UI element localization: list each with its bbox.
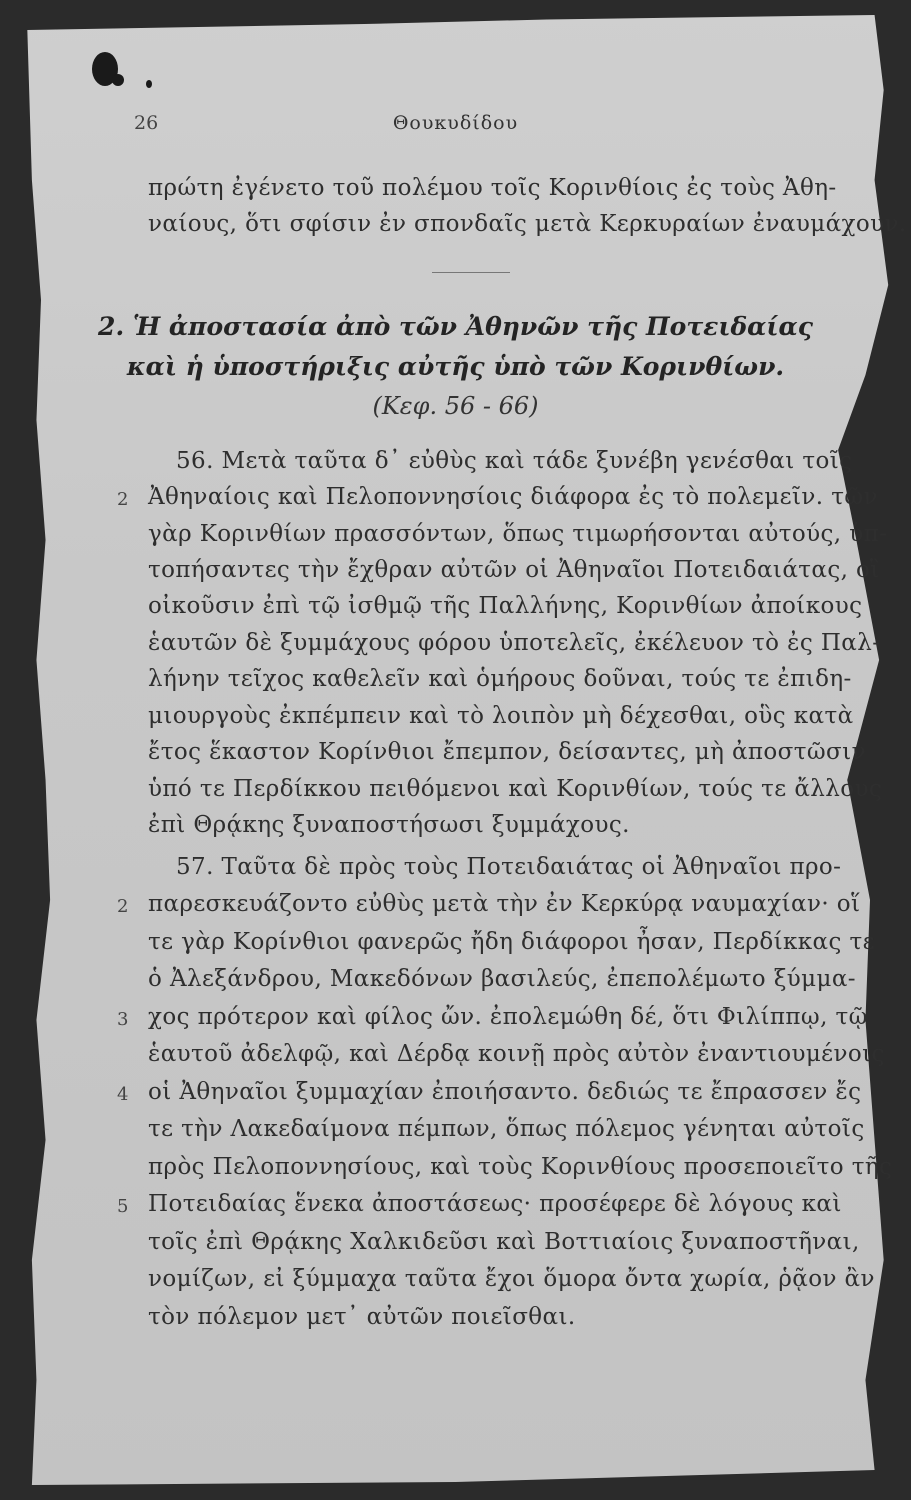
body-line: παρεσκευάζοντο εὐθὺς μετὰ τὴν ἐν Κερκύρᾳ ναυμαχίαν· οἵ <box>148 891 861 917</box>
body-line: οἱ Ἀθηναῖοι ξυμμαχίαν ἐποιήσαντο. δεδιώς τε ἔπρασσεν ἔς <box>148 1079 862 1105</box>
body-line: 57. Ταῦτα δὲ πρὸς τοὺς Ποτειδαιάτας οἱ Ἀθηναῖοι προ- <box>176 854 842 880</box>
body-line: Ἀθηναίοις καὶ Πελοποννησίοις διάφορα ἐς τὸ πολεμεῖν. τῶν <box>148 484 878 510</box>
body-line: ἑαυτῶν δὲ ξυμμάχους φόρου ὑποτελεῖς, ἐκέλευον τὸ ἐς Παλ- <box>148 630 881 656</box>
margin-number: 4 <box>117 1084 129 1105</box>
body-line: οἰκοῦσιν ἐπὶ τῷ ἰσθμῷ τῆς Παλλήνης, Κορινθίων ἀποίκους <box>148 593 863 619</box>
ink-stain <box>146 80 152 88</box>
body-line: ἔτος ἕκαστον Κορίνθιοι ἔπεμπον, δείσαντες, μὴ ἀποστῶσιν <box>148 739 866 765</box>
body-line: τοπήσαντες τὴν ἔχθραν αὐτῶν οἱ Ἀθηναῖοι Ποτειδαιάτας, οἳ <box>148 557 880 583</box>
body-line: λήνην τεῖχος καθελεῖν καὶ ὁμήρους δοῦναι, τούς τε ἐπιδη- <box>148 666 852 692</box>
body-line: ἐπὶ Θρᾴκης ξυναποστήσωσι ξυμμάχους. <box>148 812 630 838</box>
body-line: ὁ Ἀλεξάνδρου, Μακεδόνων βασιλεύς, ἐπεπολέμωτο ξύμμα- <box>148 966 856 992</box>
margin-number: 5 <box>117 1196 129 1217</box>
section-title: καὶ ἡ ὑποστήριξις αὐτῆς ὑπὸ τῶν Κορινθίων. <box>126 352 785 381</box>
margin-number: 3 <box>117 1009 129 1030</box>
ink-stain <box>112 74 124 86</box>
body-line: τὸν πόλεμον μετ᾽ αὐτῶν ποιεῖσθαι. <box>148 1304 576 1330</box>
section-divider <box>432 272 510 273</box>
body-line: Ποτειδαίας ἕνεκα ἀποστάσεως· προσέφερε δὲ λόγους καὶ <box>148 1191 842 1217</box>
body-line: γὰρ Κορινθίων πρασσόντων, ὅπως τιμωρήσονται αὐτούς, ὑπ- <box>148 521 888 547</box>
body-line: τοῖς ἐπὶ Θρᾴκης Χαλκιδεῦσι καὶ Βοττιαίοις ξυναποστῆναι, <box>148 1229 860 1255</box>
body-line: νομίζων, εἰ ξύμμαχα ταῦτα ἔχοι ὅμορα ὄντα χωρία, ῥᾷον ἂν <box>148 1266 875 1292</box>
intro-line: πρώτη ἐγένετο τοῦ πολέμου τοῖς Κορινθίοις ἐς τοὺς Ἀθη- <box>148 175 837 201</box>
margin-number: 2 <box>117 896 129 917</box>
running-title: Θουκυδίδου <box>392 112 519 134</box>
chapter-reference: (Κεφ. 56 - 66) <box>372 392 539 420</box>
body-line: ἑαυτοῦ ἀδελφῷ, καὶ Δέρδᾳ κοινῇ πρὸς αὐτὸν ἐναντιουμένοις <box>148 1041 885 1067</box>
body-line: 56. Μετὰ ταῦτα δ᾽ εὐθὺς καὶ τάδε ξυνέβη γενέσθαι τοῖς <box>176 448 853 474</box>
intro-line: ναίους, ὅτι σφίσιν ἐν σπονδαῖς μετὰ Κερκυραίων ἐναυμάχουν. <box>148 211 907 237</box>
body-line: τε τὴν Λακεδαίμονα πέμπων, ὅπως πόλεμος γένηται αὐτοῖς <box>148 1116 865 1142</box>
section-title: 2. Ἡ ἀποστασία ἀπὸ τῶν Ἀθηνῶν τῆς Ποτειδαίας <box>98 312 813 341</box>
body-line: ὑπό τε Περδίκκου πειθόμενοι καὶ Κορινθίων, τούς τε ἄλλους <box>148 776 883 802</box>
body-line: μιουργοὺς ἐκπέμπειν καὶ τὸ λοιπὸν μὴ δέχεσθαι, οὓς κατὰ <box>148 703 854 729</box>
body-line: τε γὰρ Κορίνθιοι φανερῶς ἤδη διάφοροι ἦσαν, Περδίκκας τε <box>148 929 875 955</box>
body-line: χος πρότερον καὶ φίλος ὤν. ἐπολεμώθη δέ, ὅτι Φιλίππῳ, τῷ <box>148 1004 868 1030</box>
body-line: πρὸς Πελοποννησίους, καὶ τοὺς Κορινθίους προσεποιεῖτο τῆς <box>148 1154 893 1180</box>
margin-number: 2 <box>117 489 129 510</box>
page-number: 26 <box>134 112 159 134</box>
